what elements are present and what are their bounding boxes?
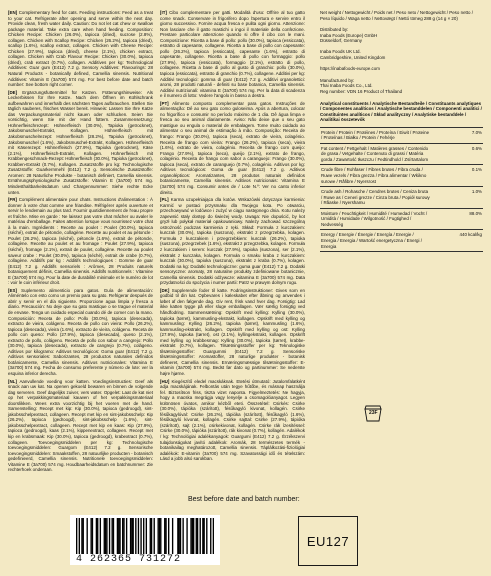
left-text-column: [8, 10, 153, 475]
language-code: [HU]: [160, 378, 170, 384]
barcode-bar: [160, 518, 161, 554]
nutrition-row: [320, 165, 483, 187]
barcode-bar: [193, 518, 194, 554]
language-code: [EN]: [8, 10, 18, 15]
language-code: [ES]: [8, 287, 17, 293]
language-code: [FR]: [8, 197, 17, 203]
barcode-bar: [117, 518, 118, 554]
barcode-bars: [76, 518, 214, 554]
paragraph-text: Complément alimentaire pour chats. Instructions d'alimentation : À donner à votre chat comme une friandise. Réfrigérer après ouverture et servir le lendemain au plus tard. Fournir quotidiennement de l'eau propre et fraîche. Mise en garde : Ne laissez pas votre chat mâcher ou avaler le matériau d'emballage. Faites attention lorsque vous nourrissez votre chat à la main. Ingrédients : Recette au poulet : Poulet (30.0%), tapioca (séché), extrait de pétoncle, collagène. Recette au poulet et au pétoncle : Poulet (26.2%), tapioca (séché), pétoncle (1.6%), extrait de pétoncle, collagène. Recette au poulet et au fromage : Poulet (27.9%), tapioca (séché), fromage (2.1%), extrait de poulet, collagène. Recette au poulet saveur crabe : Poulet (30.0%), tapioca (séché), extrait de crabe (0.7%), collagène. Additifs par kg : Additifs technologiques : Gomme de guar (E412) 7.2 g. Additifs sensoriels : Arômes, 28 Produits naturels botaniquement définis, Camellia sinensis. Additifs nutritionnels : Vitamine E (3a700) 574 mg. Pour la date de durabilité minimale et le numéro de lot : voir le coin inférieur droit.: [8, 197, 154, 286]
language-code: [IT]: [160, 10, 167, 15]
barcode-bar: [140, 518, 141, 554]
barcode-bar: [182, 518, 183, 554]
barcode-bar: [92, 518, 93, 554]
barcode-bar: [126, 518, 127, 554]
barcode-bar: [180, 518, 181, 554]
barcode-bar: [210, 518, 211, 554]
manufacturer-info: [320, 78, 483, 95]
barcode-bar: [118, 518, 119, 554]
nutrition-value: 0.6%: [431, 143, 483, 165]
barcode-bar: [130, 518, 131, 554]
paragraph-text: Ergänzungsfuttermittel für Katzen. Fütterungshinweise: Als Leckerbissen für Ihre Katze. Nach dem Öffnen im Kühlschrank aufbewahren und innerhalb des nächsten Tages aufbrauchen. Stellen Sie täglich sauberes, frisches Wasser bereit. Hinweis: Lassen Sie Ihre Katze das Verpackungsmaterial nicht kauen oder schlucken. Seien Sie vorsichtig, wenn Sie mit der Hand füttern. Zusammensetzung: Hühnerfleischrezept: Hühnerfleisch (30.0%), Tapioka (getrocknet), Jakobsmuschel-Extrakt, Kollagen. Hühnerfleisch mit Jakobsmuschelrezept: Hühnerfleisch (28.2%), Tapioka (getrocknet), Jakobsmuschel (1.6%), Jakobsmuschel-Extrakt, Kollagen. Hühnerfleisch mit Käserezept: Hühnerfleisch (27.9%), Tapioka (getrocknet), Käse (2.1%), Hühnerfleisch-Extrakt, Kollagen. Hühnerfleisch mit Krabbengeschmack-Rezept: Hühnerfleisch (30.0%), Tapioka (getrocknet), Krabben-Extrakt (0.7%), Kollagen. Zusatzstoffe pro kg: Technologische Zusatzstoffe: Guarkernmehl (E412) 7.2 g. Sensorische Zusatzstoffe: Aromen: 28 Naturliche Produkte - botanisch definiert, Camellia sinensis. Ernährungsphysiologische Zusatzstoffe: Vitamin E (3a700) 574 mg. Mindesthaltbarkeitsdatum und Chargennummer: Siehe rechte Ecke unten.: [8, 89, 153, 195]
barcode-bar: [138, 518, 139, 554]
language-paragraph: [8, 10, 153, 88]
barcode-bar: [196, 518, 197, 554]
manufacturer-line: Manufactured by:: [320, 77, 355, 83]
language-code: [DK]: [160, 287, 170, 293]
nutrition-value: 7.0%: [431, 127, 483, 143]
barcode-bar: [197, 518, 198, 554]
barcode-bar: [202, 518, 203, 554]
distributor-line: Distributed by:: [320, 27, 349, 33]
barcode-bar: [81, 518, 82, 554]
nutrition-row: [320, 143, 483, 165]
language-code: [PT]: [160, 100, 169, 106]
barcode-bar: [135, 518, 136, 554]
language-paragraph: [160, 288, 305, 377]
barcode-bar: [87, 518, 88, 554]
barcode-bar: [109, 518, 110, 554]
barcode-bar: [76, 518, 77, 554]
paragraph-text: Alimento composto complementar para gatos. Instruções de alimentação: Dê ao seu gato como guloseima. Após a abertura, colocar no frigorífico e consumir no período máximo de 1 dia. Dê água limpa e fresca ao seu animal diariamente. Aviso: Não deixe que o seu gato mastigue ou engula o material de embalagem. Tome muito cuidado ao alimentar o seu animal de estimação à mão. Composição: Receita de frango: Frango (30.0%), tapioca (seca), extrato de vieira, colagénio. Receita de frango com vieira: Frango (26.2%), tapioca (seca), vieira (1.6%), extrato de vieira, colagénio. Receita de frango com queijo: Frango (27.9%), tapioca (seca), queijo (2.1%), extrato de frango, colagénio. Receita de frango com sabor a caranguejo: Frango (30.0%), tapioca (seca), extrato de caranguejo (0.7%), colagénio. Aditivos por kg: Aditivos tecnológicos: Goma de guar (E412) 7.2 g. Aditivos organolépticos: Aromatizantes, 28 produtos naturais definidos botanicamente, Camellia sinensis. Aditivos nutricionais: Vitamina E (3a700) 574 mg. Consumir antes de / Lote N.º: Ver no canto inferior direito.: [160, 100, 305, 195]
barcode-bar: [146, 518, 147, 554]
language-paragraph: [8, 90, 153, 195]
nutrition-label: Energy / Energie / Énergie / Energía / Energie / Energia / Energia / Wartość energetyczna / Energi / Energia: [320, 230, 431, 252]
nutrition-row: [320, 187, 483, 209]
barcode-bar: [159, 518, 160, 554]
language-code: [NL]: [8, 378, 17, 384]
barcode-bar: [106, 518, 107, 554]
distributor-line: Inaba Foods UK Ltd.: [320, 49, 361, 55]
paragraph-text: Cibo complementare per gatti. Modalità d'uso: Offrire al tuo gatto come snack. Conservare in frigorifero dopo l'apertura e servire entro il giorno successivo. Fornire acqua fresca e pulita ogni giorno. Attenzione: Non lasciare che il gatto mastichi o ingoi il materiale della confezione. Prestare particolare attenzione quando si offre il cibo con le mani. Composizione: Ricetta a base di pollo: pollo (30.0%), tapioca (essiccata), estratto di capesante, collagene. Ricetta a base di pollo con capesante: pollo (26.2%), tapioca (essiccata), capesante (1.6%), estratto di capesante, collagene. Ricetta a base di pollo con formaggio: pollo (27.9%), tapioca (essiccata), formaggio (2.1%), estratto di pollo, collagene. Ricetta a base di pollo al gusto di granchio: pollo (30.0%), tapioca (essiccata), estratto di granchio (0.7%), collagene. Additivi per kg: Additivi tecnologici: gomma di guar (E412) 7.2 g. Additivi organolettici: aromi, 28 prodotti naturali - definiti su base botanica, Camellia sinensis. Additivi nutrizionali: vitamina E (3a700) 574 mg. Per la data di scadenza e il numero di lotto: Vedere l'angolo in basso a destra.: [160, 10, 305, 99]
barcode-bar: [97, 518, 98, 554]
paragraph-text: Complementary feed for cats. Feeding instructions: Feed as a treat to your cat. Refrigerate after opening and serve within the next day. Provide clean, fresh water daily. Caution: Do not let cat chew or swallow package material. Take extra care when hand feeding. Composition: Chicken Recipe: Chicken (26.0%), tapioca (dried), sucrose (2.8%), collagen. Chicken with Scallop Recipe: Chicken (26.2%), tapioca (dried), scallop (1.6%), scallop extract, collagen. Chicken with Cheese Recipe: Chicken (27.9%), tapioca (dried), cheese (2.1%), chicken extract, collagen. Chicken with Crab Flavour Recipe: Chicken (30.0%), tapioca (dried), crab extract (0.7%), collagen. Additives per kg: Technological Additives: Guar gum (E412) 7.2 g. Sensory Additives: Flavourings: 28 Natural Products - botanically defined, Camellia sinensis. Nutritional Additives: Vitamin E (3a700) 574 mg. For best before date and batch number: See bottom right corner.: [8, 10, 154, 88]
barcode-bar: [150, 518, 151, 554]
distributor-info: [320, 27, 483, 60]
distributor-line: Inaba Foods (Europe) GmbH: [320, 32, 378, 38]
barcode-bar: [203, 518, 204, 554]
language-paragraph: [160, 10, 305, 99]
batch-code-box: [298, 516, 358, 566]
barcode-bar: [154, 518, 155, 554]
barcode-bar: [83, 518, 84, 554]
barcode-bar: [113, 518, 114, 554]
barcode-bar: [131, 518, 132, 554]
language-code: [PL]: [160, 197, 169, 203]
barcode-bar: [123, 518, 124, 554]
nutrition-label: Fat content / Fettgehalt / Matières grasses / Contenido de grasa / Vetgehalte / Contenuto di grassi / Matéria gorda / Zawartość tłuszczu / Fedtindhold / Zsírtartalom: [320, 143, 431, 165]
language-paragraph: [8, 197, 153, 286]
nutrition-label: Crude ash / Rohasche / Cendres brutes / Ceniza bruta / Ruwe as / Ceneri grezze / Cinza bruta / Popiół surowy / Råaske / Nyershamu: [320, 187, 431, 209]
barcode-bar: [192, 518, 193, 554]
nutrition-label: Protein / Protein / Protéines / Proteína / Eiwit / Proteine / Proteínas / Białko / Protein / Fehérje: [320, 127, 431, 143]
website-url[interactable]: https://inabafoods-europe.com: [320, 66, 380, 72]
barcode-bar: [172, 518, 173, 554]
distributor-line: Düsseldorf, Germany: [320, 38, 362, 44]
nutrition-value: 440 kcal/kg: [431, 230, 483, 252]
barcode-number: 4 262365 731272: [76, 554, 182, 565]
barcode-bar: [96, 518, 97, 554]
barcode-bar: [79, 518, 80, 554]
barcode-bar: [104, 518, 105, 554]
language-code: [DE]: [8, 89, 18, 95]
barcode-bar: [133, 518, 134, 554]
barcode-bar: [111, 518, 112, 554]
paragraph-text: Kiegészítő eledel macskáknak. Etetési útmutató: Jutalomfalatként adja macskájának. Felbontás után tegye hűtőbe, és másnap használja fel. Biztosítson friss, tiszta vizet naponta. Figyelmeztetés: Ne hagyja, hogy a macska megrágja vagy lenyelje a csomagolóanyagot. Legyen különösen óvatos, amikor kézből eteti. Összetétel: Csirkés: Csirke (30.0%), tápióka (szárított), fésűkagyló kivonat, kollagén. Csirke fésűkagylóval: Csirke (26.2%), tápióka (szárított), fésűkagyló (1.6%), fésűkagyló kivonat, kollagén. Csirke sajttal: Csirke (27.9%), tápióka (szárított), sajt (2.1%), csirkekivonat, kollagén. Csirke rák ízesítéssel: Csirke (30.0%), tápióka (szárított), rák kivonat (0.7%), kollagén. Adalékok / kg: Technológiai adalékanyagok: Guargumi (E412) 7.2 g. Érzékszervi tulajdonságokat javító adalékok: Aromák, 28 természetes termék - botanikailag meghatározott, Camellia sinensis. Táplálkozási-fiziológiai adalékok: E-vitamin (3a700) 574 mg. Szavatossági idő és tételszám: Lásd a jobb alsó sarokban.: [160, 378, 305, 462]
barcode-bar: [143, 518, 144, 554]
barcode-bar: [168, 518, 169, 554]
barcode-bar: [119, 518, 120, 554]
paragraph-text: Supplerende foder til katte. Fodringsinstruktioner: Gives som en godbid til din kat. Opbevares i køleskabet efter åbning og anvendes i løbet af den følgende dag. Giv rent, frisk vand hver dag. Forsigtig: Lad ikke katten tygge på eller sluge emballagen. Vær særlig forsigtig ved håndfodring. Sammensætning: Opskrift med kylling: Kylling (30.0%), tapioka (tørret), kammusling-ekstrakt, kollagen. Opskrift med kylling og kammusling: Kylling (26.2%), tapioka (tørret), kammusling (1.6%), kammusling-ekstrakt, kollagen. Opskrift med kylling og ost: Kylling (27.9%), tapioka (tørret), ost (2.1%), kyllingekstrakt, kollagen. Opskrift med kylling og krabbesmag: Kylling (30.0%), tapioka (tørret), krabbe-ekstrakt (0.7%), kollagen. Tilsætningsstoffer per kg: Teknologiske tilsætningsstoffer: Guargummi (E412) 7.2 g. Sensoriske tilsætningsstoffer: Aromastoffer, 28 naturlige produkter - botanisk defineret, Camellia sinensis. Ernæringsmæssige tilsætningsstoffer: E-vitamin (3a700) 574 mg. Bedst før dato og partinummer: Se nederste højre hjørne.: [160, 287, 305, 376]
distributor-line: Cambridgeshire, United Kingdom: [320, 54, 386, 60]
analytical-heading: Analytical constituents / Analytische Bestandteile / Constituants analytiques / Componentes analíticos / Analytische bestanddelen / Componenti analitici / Constituintes analíticos / Skład analityczny / Analytiske bestanddele / Analitikai összetevők: [320, 100, 482, 123]
pao-label: 23F: [369, 410, 378, 416]
barcode-bar: [177, 518, 178, 554]
paragraph-text: Aanvullende voeding voor katten. Voedingsinstructies: Geef als snack aan uw kat. Na openen gekoeld bewaren en binnen de volgende dag serveren. Geef dagelijks zuiver, vers water. Opgelet: Laat de kat niet op het verpakkingsmateriaal kauwen of het verpakkingsmateriaal doorslikken. Wees extra voorzichtig bij het voeren met de hand. Samenstelling: Recept met kip: Kip (30.0%), tapioca (gedroogd), sint-jakobsschelpextract, collageen. Recept met kip en sint-jakobsschelp: Kip (26.2%), tapioca (gedroogd), sint-jakobsschelp (1.6%), sint-jakobsschelpextract, collageen. Recept met kip en kaas: Kip (27.9%), tapioca (gedroogd), kaas (2.1%), kippenextract, collageen. Recept met kip en krabsmaak: Kip (30.0%), tapioca (gedroogd), krabextract (0.7%), collageen. Toevoegingsmiddelen per kg: Technologische toevoegingsmiddelen: Guargom (E412) 7.2 g. Sensorische toevoegingsmiddelen: Smaakstoffen, 28 natuurlijke producten - botanisch gedefinieerd, Camellia sinensis. Nutritionele toevoegingsmiddelen: Vitamine E (3a700) 574 mg. Houdbaarheidsdatum en batchnummer: Zie rechterhoek onderaan.: [8, 378, 153, 473]
barcode-bar: [164, 518, 165, 554]
barcode-bar: [190, 518, 191, 554]
barcode: [70, 515, 220, 565]
barcode-bar: [186, 518, 187, 554]
barcode-bar: [165, 518, 166, 554]
barcode-bar: [213, 518, 214, 554]
nutrition-row: [320, 208, 483, 230]
best-before-text: Best before date and batch number:: [188, 496, 300, 503]
barcode-bar: [90, 518, 91, 554]
barcode-bar: [122, 518, 123, 554]
nutrition-label: Crude fibre / Rohfaser / Fibres brutes / Fibra cruda / Ruwe vezels / Fibra grezza / Fibra alimentar / Włókno surowe / Råfibre / Nyersrost: [320, 165, 431, 187]
manufacturer-line: Thai Inaba Foods Co., Ltd.: [320, 83, 373, 89]
language-paragraph: [160, 197, 305, 286]
barcode-bar: [200, 518, 201, 554]
manufacturer-line: Reg number: VDN 16 Product of Thailand: [320, 89, 403, 95]
barcode-bar: [157, 518, 158, 554]
nutrition-table: [320, 127, 483, 252]
language-paragraph: [160, 379, 305, 462]
batch-code: EU127: [306, 533, 350, 549]
barcode-bar: [179, 518, 180, 554]
right-info-panel: [320, 10, 483, 252]
barcode-bar: [105, 518, 106, 554]
middle-text-column: [160, 10, 305, 464]
barcode-bar: [151, 518, 152, 554]
nutrition-value: 1.0%: [431, 187, 483, 209]
language-paragraph: [160, 101, 305, 195]
nutrition-row: [320, 230, 483, 252]
nutrition-row: [320, 127, 483, 143]
paragraph-text: Karma uzupełniająca dla kotów. Wskazówki dotyczące karmienia: Karmić w postaci przysmaku dla Twojego kota. Po otwarciu, przechowywać w lodówce i zużyć w ciągu następnego dnia. Kotu należy zapewnić stały dostęp do świeżej wody. Uwaga: Nie dopuścić, by kot gryzł lub połykał materiał opakowaniowy. Należy zachować szczególną ostrożność podczas karmienia z ręki. Skład: Formuła z kurczakiem: kurczak (30.0%), tapioka (suszona), ekstrakt z przegrzebka, kolagen. Formuła z kurczakiem i przegrzebkiem: kurczak (26.2%), tapioka (suszona), przegrzebek (1.6%), ekstrakt z przegrzebka, kolagen. Formuła z kurczakiem i serem: kurczak (27.9%), tapioka (suszona), ser (2.1%), ekstrakt z kurczaka, kolagen. Formuła o smaku kraba z kurczakiem: kurczak (30.0%), tapioka (suszona), ekstrakt z kraba (0.7%), kolagen. Dodatki na kg: Dodatki technologiczne: guma guar (E412) 7.2 g. Dodatki sensoryczne: aromaty, 28 naturalne produkty zdefiniowane botanicznie, Camellia sinensis. Dodatki odżywcze: witamina E (3a700) 574 mg. Data przydatności do spożycia i numer partii: Patrz w prawym dolnym rogu.: [160, 197, 306, 286]
barcode-bar: [206, 518, 207, 554]
language-paragraph: [8, 288, 153, 377]
nutrition-value: 88.0%: [431, 208, 483, 230]
language-paragraph: [8, 379, 153, 473]
net-weight: Net weight / Nettogewicht / Poids net / Peso neto / Nettogewicht / Peso netto / Peso líquido / Waga netto / Nettovægt / Nettó tömeg 288 g (14 g × 20): [320, 10, 473, 21]
nutrition-label: Moisture / Feuchtigkeit / Humidité / Humedad / Vocht / Umidità / Humidade / Wilgotność / Fugtighed / Nedvesség: [320, 208, 431, 230]
paragraph-text: Suplemento alimenticio para gatos. Guía de alimentación: Aliméntelo con esto como un premio para su gato. Refrigerar después de abrir y servir en el día siguiente. Proporcione agua limpia y fresca a diario. Precaución: No deje que su gato mastique o se trague el material de envase. Tenga un cuidado especial cuando dé de comer con la mano. Composición: Receta de pollo: Pollo (30.0%), tapioca (desecada), extracto de vieira, colágeno. Receta de pollo con vieira: Pollo (26.2%), tapioca (desecada), vieira (1.6%), extracto de vieira, colágeno. Receta de pollo con queso: Pollo (27.9%), tapioca (desecada), queso (2.1%), extracto de pollo, colágeno. Receta de pollo con sabor a cangrejo: Pollo (30.0%), tapioca (desecada), extracto de cangrejo (0.7%), colágeno. Aditivos por kilogramo: Aditivos tecnológicos: Goma guar (E412) 7.2 g. Aditivos sensoriales: Saborizantes, 28 productos naturales definidos botánicamente, Camellia sinensis. Aditivos nutricionales: Vitamina E (3a700) 574 mg. Fecha de consumo preferente y número de lote: ver la esquina inferior derecha.: [8, 287, 154, 376]
barcode-bar: [100, 518, 101, 554]
nutrition-value: 0.1%: [431, 165, 483, 187]
